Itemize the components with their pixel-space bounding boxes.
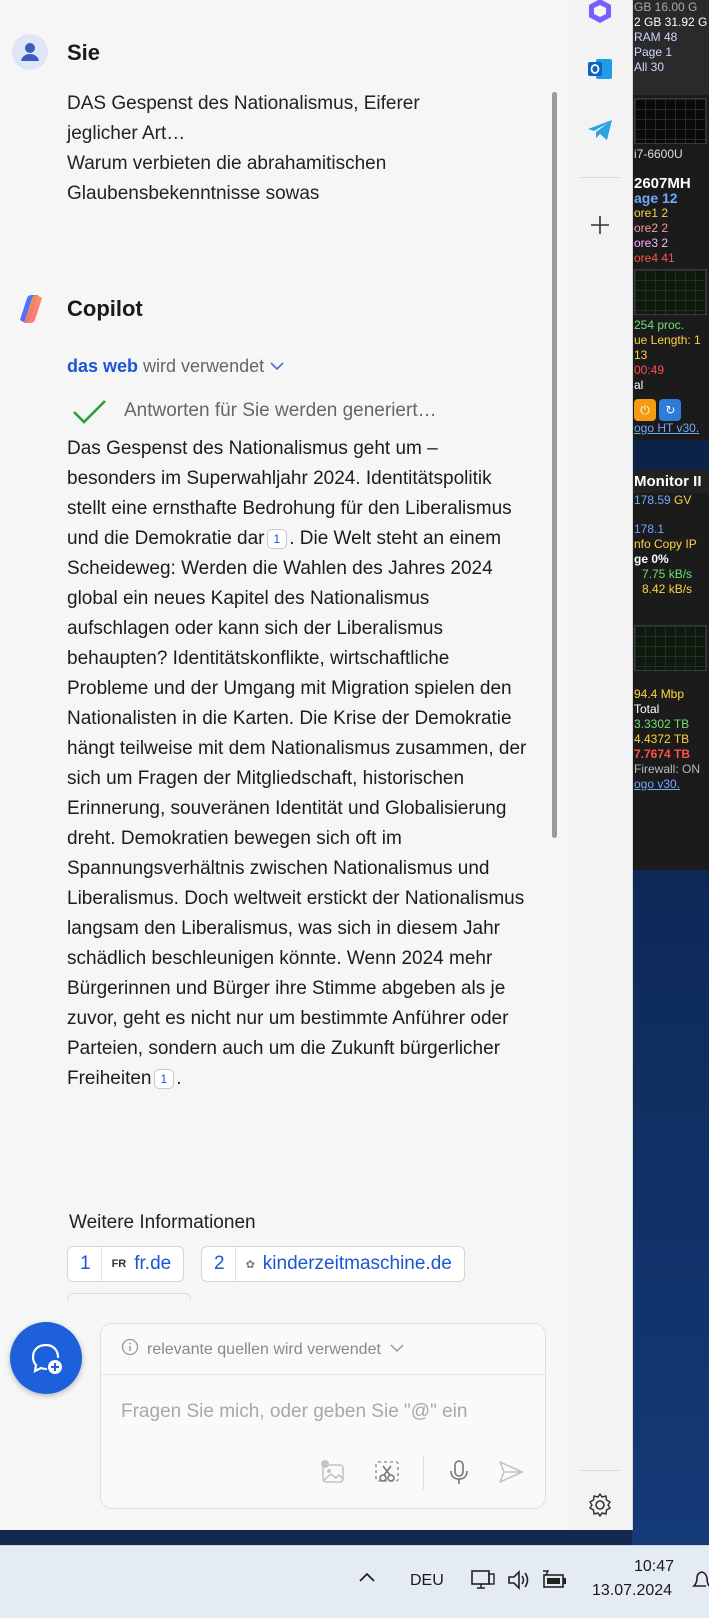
user-message-line: DAS Gespenst des Nationalismus, Eiferer: [67, 93, 420, 114]
toolbar-divider: [423, 1456, 424, 1490]
ip-address: 178.59: [634, 493, 671, 507]
copilot-answer: [67, 434, 527, 1094]
input-language[interactable]: DEU: [410, 1572, 444, 1589]
rail-divider: [580, 1470, 620, 1471]
core-value: 2: [661, 221, 669, 235]
cpu-graph: [634, 98, 707, 144]
generating-status: [72, 398, 437, 432]
process-count: 254 proc.: [634, 318, 685, 332]
memory-line: Page 1: [634, 45, 673, 59]
microphone-icon: [445, 1458, 473, 1486]
core-label: ore1: [634, 206, 659, 220]
web-source-toggle[interactable]: [67, 356, 285, 377]
widget-line: 00:49: [634, 363, 665, 377]
volume-icon[interactable]: [506, 1568, 532, 1597]
cpu-freq: 2607MH: [634, 175, 691, 192]
usage-value: 12: [662, 190, 678, 206]
scissors-icon: [373, 1458, 401, 1486]
cpu-history-graph: [634, 269, 707, 315]
copilot-name: Copilot: [67, 296, 143, 321]
battery-icon[interactable]: [540, 1568, 568, 1597]
add-app-button[interactable]: [583, 208, 617, 242]
clock-time[interactable]: 10:47: [634, 1558, 675, 1575]
monitor-title: Monitor II: [632, 470, 709, 493]
generating-text: Antworten für Sie werden generiert…: [124, 400, 437, 421]
clock-date[interactable]: 13.07.2024: [592, 1582, 673, 1599]
user-avatar: [12, 34, 48, 70]
web-source-rest: wird verwendet: [143, 356, 265, 376]
total-value: 3.3302 TB: [634, 717, 690, 731]
send-icon: [497, 1458, 525, 1486]
info-icon: [121, 1338, 139, 1361]
gear-icon: [587, 1492, 613, 1518]
relevant-sources-text: relevante quellen wird verwendet: [147, 1340, 381, 1358]
chat-scrollbar[interactable]: [552, 92, 557, 838]
memory-widget: [632, 0, 709, 95]
source-chip[interactable]: [201, 1246, 465, 1282]
citation-badge[interactable]: 1: [267, 529, 288, 549]
chevron-down-icon: [389, 1341, 405, 1359]
composer-divider: [101, 1374, 545, 1375]
sidebar-rail: [568, 0, 632, 1530]
cpu-widget: [632, 95, 709, 440]
copilot-logo-icon: [12, 290, 50, 328]
source-number: 2: [202, 1247, 236, 1281]
source-favicon: FR: [111, 1258, 127, 1270]
citation-badge[interactable]: 1: [154, 1069, 175, 1089]
image-icon: [319, 1458, 347, 1486]
m365-app-icon[interactable]: [583, 0, 617, 28]
source-number: 1: [68, 1247, 102, 1281]
refresh-icon[interactable]: ↻: [659, 399, 681, 421]
memory-line: RAM 48: [634, 30, 678, 44]
total-value: 7.7674 TB: [634, 747, 691, 761]
screenshot-button[interactable]: [371, 1456, 403, 1488]
add-image-button[interactable]: [317, 1456, 349, 1488]
source-chip[interactable]: [67, 1246, 184, 1282]
notification-bell-icon[interactable]: [692, 1568, 709, 1597]
cpu-name: i7-6600U: [634, 147, 683, 161]
ip-suffix: GV: [674, 493, 692, 507]
core-value: 2: [661, 206, 669, 220]
firewall-status: Firewall: ON: [634, 762, 701, 776]
download-speed: 7.75 kB/s: [642, 567, 693, 581]
ip-address-2: 178.1: [634, 522, 665, 536]
more-info-heading: Weitere Informationen: [69, 1212, 256, 1233]
telegram-icon[interactable]: [583, 113, 617, 147]
checkmark-icon: [72, 410, 108, 431]
user-message-line: Glaubensbekenntnisse sowas: [67, 183, 320, 204]
user-message-line: Warum verbieten die abrahamitischen: [67, 153, 387, 174]
source-chip-partial[interactable]: [67, 1293, 191, 1300]
usage-label: age: [634, 190, 659, 206]
user-message: [67, 89, 487, 209]
settings-button[interactable]: [583, 1488, 617, 1522]
network-icon[interactable]: [470, 1568, 496, 1597]
queue-length: ue Length: 1: [634, 333, 701, 347]
widget-footer[interactable]: ogo v30.: [634, 777, 681, 791]
answer-text: . Die Welt steht an einem Scheideweg: Werden die Wahlen des Jahres 2024 global ein neues Kapitel des Nationalismus aufschlagen oder kann sich der Liberalismus behaupten? Identitätskonflikte, wirtschaftliche Probleme und der Umgang mit Migration spielen den Nationalisten in die Karten. Die Krise der Demokratie hängt teilweise mit dem Nationalismus zusammen, der sich um Fragen der Mitgliedschaft, historischen Erinnerung, souveränen Identität und Globalisierung dreht. Demokratien bewegen sich oft im Spannungsverhältnis zwischen Nationalismus und Liberalismus. Doch weltweit erstickt der Nationalismus langsam den Liberalismus, was sich in diesem Jahr schädlich beschleunigen könnte. Wenn 2024 mehr Bürgerinnen und Bürger ihre Stimme abgeben als je zuvor, geht es nicht nur um bestimmte Anführer oder Parteien, sondern auch um die Zukunft bürgerlicher Freiheiten: [67, 528, 527, 1089]
microphone-button[interactable]: [443, 1456, 475, 1488]
total-label: Total: [634, 702, 660, 716]
relevant-sources-toggle[interactable]: [121, 1338, 405, 1361]
bandwidth: 94.4 Mbp: [634, 687, 685, 701]
widget-line: al: [634, 378, 644, 392]
core-value: 41: [661, 251, 675, 265]
memory-line: GB 16.00 G: [634, 0, 698, 14]
send-button[interactable]: [495, 1456, 527, 1488]
new-chat-button[interactable]: [10, 1322, 82, 1394]
core-label: ore3: [634, 236, 659, 250]
core-label: ore4: [634, 251, 659, 265]
answer-text: .: [176, 1068, 182, 1089]
chat-composer: [100, 1323, 546, 1509]
desktop-widget-area: [632, 0, 709, 1545]
taskbar: [0, 1545, 709, 1618]
core-label: ore2: [634, 221, 659, 235]
chevron-down-icon: [269, 356, 285, 376]
total-value: 4.4372 TB: [634, 732, 690, 746]
plus-icon: [588, 213, 612, 237]
chat-input[interactable]: [119, 1400, 523, 1424]
memory-line: 2 GB 31.92 G: [634, 15, 708, 29]
core-value: 2: [661, 236, 669, 250]
answer-text: Das Gespenst des Nationalismus geht um – besonders im Superwahljahr 2024. Identitätspolitik stellt eine ernsthafte Bedrohung für den Liberalismus und die Demokratie dar: [67, 438, 512, 549]
network-usage: ge 0%: [634, 552, 669, 566]
upload-speed: 8.42 kB/s: [642, 582, 693, 596]
chevron-up-icon[interactable]: [357, 1570, 377, 1589]
web-source-bold: das web: [67, 356, 139, 376]
memory-line: All 30: [634, 60, 665, 74]
widget-footer[interactable]: ogo HT v30.: [634, 421, 700, 435]
power-icon[interactable]: ⏻: [634, 399, 656, 421]
source-favicon: ✿: [245, 1258, 255, 1271]
outlook-icon[interactable]: [583, 52, 617, 86]
user-name: Sie: [67, 40, 101, 65]
network-widget: [632, 470, 709, 870]
rail-divider: [580, 177, 620, 178]
widget-line: 13: [634, 348, 648, 362]
network-graph: [634, 625, 707, 671]
new-chat-icon: [26, 1338, 66, 1378]
copy-ip-link[interactable]: nfo Copy IP: [634, 537, 697, 551]
user-message-line: jeglicher Art…: [67, 123, 186, 144]
source-name: fr.de: [134, 1253, 172, 1274]
source-name: kinderzeitmaschine.de: [262, 1253, 452, 1274]
